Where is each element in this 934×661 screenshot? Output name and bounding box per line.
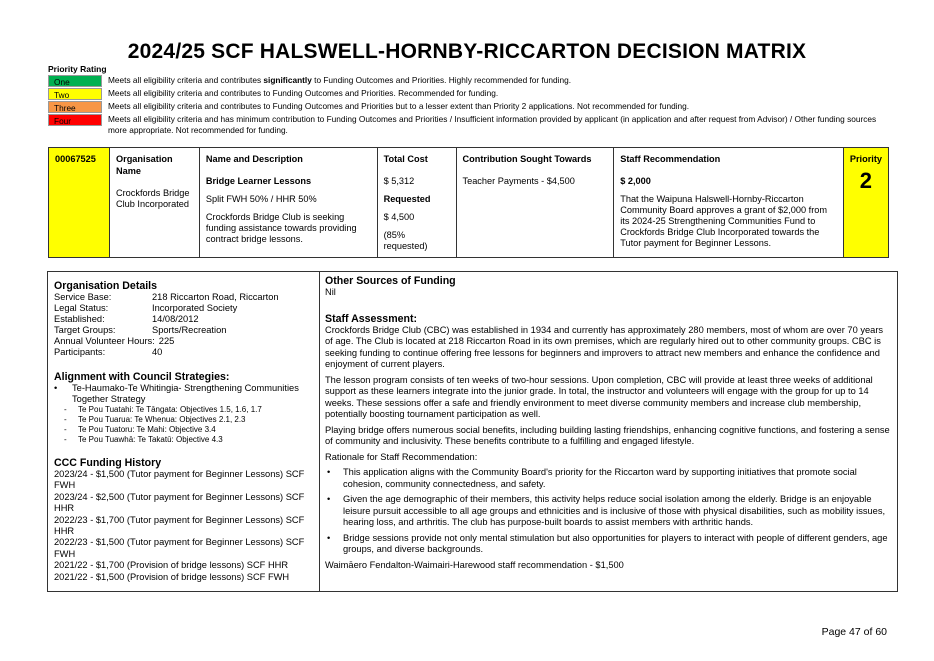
fwh-recommendation: Waimāero Fendalton-Waimairi-Harewood staff recommendation - $1,500: [325, 559, 624, 570]
rationale-heading: Rationale for Staff Recommendation:: [325, 451, 478, 462]
funding-history-heading: CCC Funding History: [54, 457, 162, 469]
priority-description-text: Meets all eligibility criteria and contributes to Funding Outcomes and Priorities but to a lesser extent than Priority 2 applications. Not recommended for funding.: [108, 101, 690, 111]
dash-icon: -: [64, 415, 67, 424]
page-number: Page 47 of 60: [821, 626, 887, 638]
org-detail-value: Sports/Recreation: [152, 325, 227, 335]
bullet-icon: •: [54, 383, 58, 393]
org-detail-row: [54, 336, 313, 347]
priority-description-text: Meets all eligibility criteria and contributes: [108, 75, 264, 85]
assessment-paragraph: The lesson program consists of ten weeks of two-hour sessions. Upon completion, CBC will provide at least three weeks of additional support as these learners integrate into the junior grade. In total, the instructor and volunteers will engage with the group for up to 14 weeks. These sessions offer a safe and friendly environment to meet diverse community members and increase club membership, potentially boosting tournament participation as well.: [325, 374, 873, 419]
org-detail-label: Legal Status:: [54, 303, 109, 313]
dash-icon: -: [64, 405, 67, 414]
priority-description-emphasis: significantly: [263, 75, 312, 85]
priority-level-row: [48, 101, 888, 113]
dash-icon: -: [64, 425, 67, 434]
priority-header: Priority: [849, 154, 882, 164]
priority-description-text: Meets all eligibility criteria and contributes to Funding Outcomes and Priorities. Recommended for funding.: [108, 88, 499, 98]
alignment-sub-item: [54, 405, 313, 415]
application-summary-table: [48, 147, 889, 258]
org-details-heading: Organisation Details: [54, 280, 158, 292]
org-detail-value: 225: [158, 336, 175, 346]
project-name: Bridge Learner Lessons: [205, 176, 312, 186]
alignment-main-text: Te-Haumako-Te Whitingia- Strengthening Communities Together Strategy: [72, 383, 299, 404]
priority-description-text: to Funding Outcomes and Priorities. Highly recommended for funding.: [311, 75, 572, 85]
other-funding-value: Nil: [325, 287, 336, 297]
total-cost-value: $ 5,312: [383, 176, 415, 186]
priority-level-row: [48, 75, 888, 87]
name-description-cell: [199, 148, 377, 258]
alignment-sub-text: Te Pou Tuatahi: Te Tāngata: Objectives 1.5, 1.6, 1.7: [78, 405, 262, 414]
org-detail-value: 14/08/2012: [152, 314, 199, 324]
priority-description-text: Meets all eligibility criteria and has minimum contribution to Funding Outcomes and Priorities / Insufficient information provided by applicant (in application and after request from Advisor) / Other funding sources more appropriate. Not recommended for funding.: [108, 114, 877, 135]
contribution-value: Teacher Payments - $4,500: [462, 176, 575, 186]
alignment-sub-text: Te Pou Tuawhā: Te Takatū: Objective 4.3: [78, 435, 223, 444]
org-detail-row: [54, 347, 313, 358]
project-description: Crockfords Bridge Club is seeking funding assistance towards providing contract bridge lessons.: [205, 212, 357, 244]
org-detail-row: [54, 303, 313, 314]
priority-swatch: Four: [48, 114, 102, 126]
priority-description: [108, 88, 498, 99]
rationale-bullet-text: Given the age demographic of their members, this activity helps reduce social isolation among the elderly. Bridge is an enjoyable leisure pursuit accessible to all age groups and ethnicities and is inclusive of those with physical disabilities, such as mobility issues, hearing loss, and arthritis. The club has purpose-built boards to assist members with arthritic hands.: [343, 494, 886, 527]
details-panel: [47, 271, 898, 592]
requested-amount: $ 4,500: [383, 212, 415, 222]
funding-history-line: 2023/24 - $1,500 (Tutor payment for Beginner Lessons) SCF FWH: [54, 469, 305, 491]
organisation-header: Organisation Name: [115, 154, 173, 176]
organisation-cell: [109, 148, 199, 258]
application-id: 00067525: [55, 154, 96, 164]
staff-recommendation-header: Staff Recommendation: [620, 154, 721, 164]
requested-label: Requested: [383, 194, 431, 204]
bullet-icon: •: [327, 494, 331, 504]
funding-history-line: 2021/22 - $1,700 (Provision of bridge lessons) SCF HHR: [54, 560, 289, 571]
funding-history-line: 2023/24 - $2,500 (Tutor payment for Beginner Lessons) SCF HHR: [54, 491, 305, 514]
name-description-header: Name and Description: [205, 154, 303, 164]
priority-swatch: Three: [48, 101, 102, 113]
funding-history-line: 2021/22 - $1,500 (Provision of bridge lessons) SCF FWH: [54, 571, 290, 582]
org-detail-label: Established:: [54, 314, 105, 324]
left-column: [48, 272, 320, 591]
priority-swatch: Two: [48, 88, 102, 100]
org-detail-value: Incorporated Society: [152, 303, 238, 313]
org-detail-label: Service Base:: [54, 292, 112, 302]
alignment-main-item: [54, 383, 313, 405]
org-detail-label: Target Groups:: [54, 325, 116, 335]
contribution-cell: [456, 148, 614, 258]
alignment-sub-item: [54, 415, 313, 425]
bullet-icon: •: [327, 532, 331, 543]
priority-rating-heading: Priority Rating: [48, 64, 107, 74]
staff-recommendation-cell: [614, 148, 844, 258]
funding-history-line: 2022/23 - $1,700 (Tutor payment for Beginner Lessons) SCF HHR: [54, 514, 305, 537]
priority-level-row: [48, 114, 888, 136]
funding-split: Split FWH 50% / HHR 50%: [205, 194, 317, 204]
alignment-sub-text: Te Pou Tuarua: Te Whenua: Objectives 2.1, 2.3: [78, 415, 246, 424]
alignment-heading: Alignment with Council Strategies:: [54, 371, 230, 383]
contribution-header: Contribution Sought Towards: [462, 154, 592, 164]
alignment-sub-item: [54, 425, 313, 435]
priority-level-row: [48, 88, 888, 100]
rationale-bullet: [325, 467, 892, 490]
other-funding-heading: Other Sources of Funding: [325, 275, 456, 287]
funding-history-line: 2022/23 - $1,500 (Tutor payment for Beginner Lessons) SCF FWH: [54, 537, 305, 559]
application-id-cell: [49, 148, 110, 258]
org-detail-row: [54, 314, 313, 325]
priority-description: [108, 101, 689, 112]
assessment-paragraph: Playing bridge offers numerous social benefits, including building lasting friendships, enhancing cognitive functions, and fostering a sense of community and inclusivity. These benefits contribute to a fulfilling and engaged lifestyle.: [325, 424, 890, 446]
priority-swatch: One: [48, 75, 102, 87]
org-detail-value: 40: [152, 347, 163, 357]
org-detail-row: [54, 325, 313, 336]
rationale-bullet-text: This application aligns with the Community Board's priority for the Riccarton ward by supporting initiatives that promote social cohesion, community connectedness, and safety.: [343, 467, 857, 489]
staff-recommendation-text: That the Waipuna Halswell-Hornby-Riccarton Community Board approves a grant of $2,000 from its 2024-25 Strengthening Communities Fund to Crockfords Bridge Club Incorporated towards the Tutor payment for Beginner Lessons.: [620, 194, 828, 248]
total-cost-header: Total Cost: [383, 154, 428, 164]
page-title: 2024/25 SCF HALSWELL-HORNBY-RICCARTON DECISION MATRIX: [127, 40, 807, 63]
staff-recommendation-amount: $ 2,000: [620, 176, 651, 186]
org-detail-value: 218 Riccarton Road, Riccarton: [152, 292, 279, 302]
assessment-paragraph: Crockfords Bridge Club (CBC) was established in 1934 and currently has approximately 280 members, most of whom are over 70 years of age. The Club is located at 218 Riccarton Road in its own premises, which are regularly hired out to other community groups. CBC is seeking funding to continue offering free lessons for beginners and improvers to attract new members and enhance the confidence and enjoyment of current players.: [325, 324, 884, 369]
priority-description: [108, 75, 571, 86]
requested-percent: (85% requested): [383, 230, 428, 251]
priority-value: 2: [859, 168, 873, 193]
priority-cell: [843, 148, 888, 258]
right-column: [320, 272, 897, 591]
org-detail-label: Participants:: [54, 347, 106, 357]
organisation-name: Crockfords Bridge Club Incorporated: [115, 188, 190, 209]
staff-assessment-heading: Staff Assessment:: [325, 312, 418, 325]
org-detail-row: [54, 292, 313, 303]
priority-rating-legend: [48, 64, 888, 137]
dash-icon: -: [64, 435, 67, 444]
priority-description: [108, 114, 888, 136]
total-cost-cell: [377, 148, 456, 258]
rationale-bullet-text: Bridge sessions provide not only mental stimulation but also opportunities for players to interact with people of different genders, age groups, and diverse backgrounds.: [343, 532, 888, 554]
alignment-sub-item: [54, 435, 313, 445]
alignment-sub-text: Te Pou Tuatoru: Te Mahi: Objective 3.4: [78, 425, 216, 434]
rationale-bullet: [325, 533, 892, 556]
bullet-icon: •: [327, 467, 331, 477]
rationale-bullet: [325, 494, 892, 529]
org-detail-label: Annual Volunteer Hours:: [54, 336, 155, 346]
